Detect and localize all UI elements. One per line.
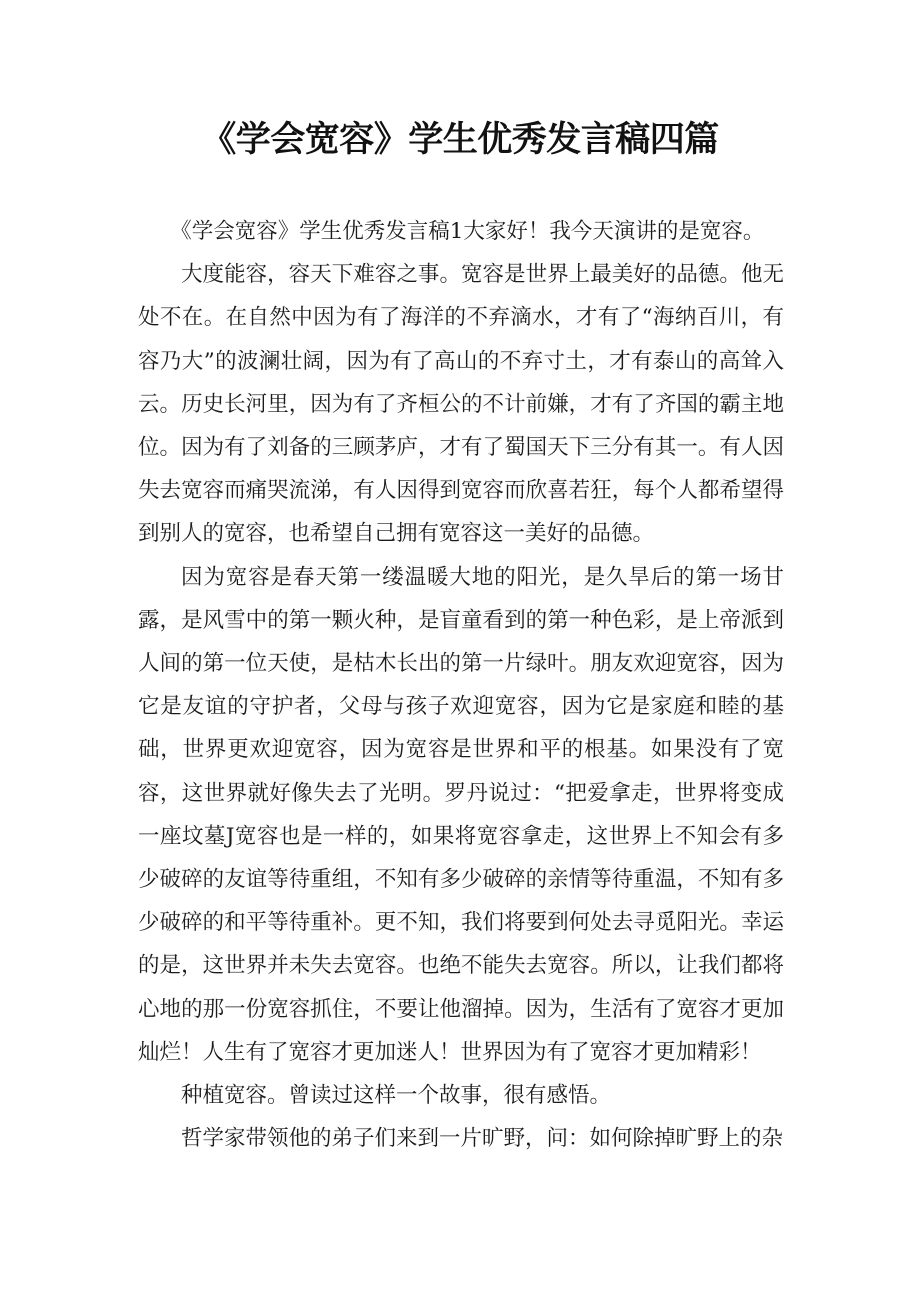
paragraph-4: 种植宽容。曾读过这样一个故事，很有感悟。 — [181, 1083, 612, 1109]
paragraph-1: 《学会宽容》学生优秀发言稿1大家好！我今天演讲的是宽容。 — [170, 219, 765, 244]
paragraph-3: 因为宽容是春天第一缕温暖大地的阳光，是久旱后的第一场甘露，是风雪中的第一颗火种，是盲童看到的第一种色彩，是上帝派到人间的第一位天使，是枯木长出的第一片绿叶。朋友欢迎宽容，因为它是友谊的守护者，父母与孩子欢迎宽容，因为它是家庭和睦的基础，世界更欢迎宽容，因为宽容是世界和平的根基。如果没有了宽容，这世界就好像失去了光明。罗丹说过：“把爱拿走，世界将变成一座坟墓J宽容也是一样的，如果将宽容拿走，这世界上不知会有多少破碎的友谊等待重组，不知有多少破碎的亲情等待重温，不知有多少破碎的和平等待重补。更不知，我们将要到何处去寻觅阳光。幸运的是，这世界并未失去宽容。也绝不能失去宽容。所以，让我们都将心地的那一份宽容抓住，不要让他溜掉。因为，生活有了宽容才更加灿烂！人生有了宽容才更加迷人！世界因为有了宽容才更加精彩！ — [138, 564, 784, 1065]
document-body — [138, 210, 784, 1160]
paragraph-5: 哲学家带领他的弟子们来到一片旷野，问：如何除掉旷野上的杂 — [181, 1126, 784, 1152]
paragraph-2: 大度能容，容天下难容之事。宽容是世界上最美好的品德。他无处不在。在自然中因为有了海洋的不弃滴水，才有了“海纳百川，有容乃大”的波澜壮阔，因为有了高山的不弃寸土，才有泰山的高耸入云。历史长河里，因为有了齐桓公的不计前嫌，才有了齐国的霸主地位。因为有了刘备的三顾茅庐，才有了蜀国天下三分有其一。有人因失去宽容而痛哭流涕，有人因得到宽容而欣喜若狂，每个人都希望得到别人的宽容，也希望自己拥有宽容这一美好的品德。 — [138, 262, 784, 547]
document-title: 《学会宽容》学生优秀发言稿四篇 — [201, 120, 719, 160]
